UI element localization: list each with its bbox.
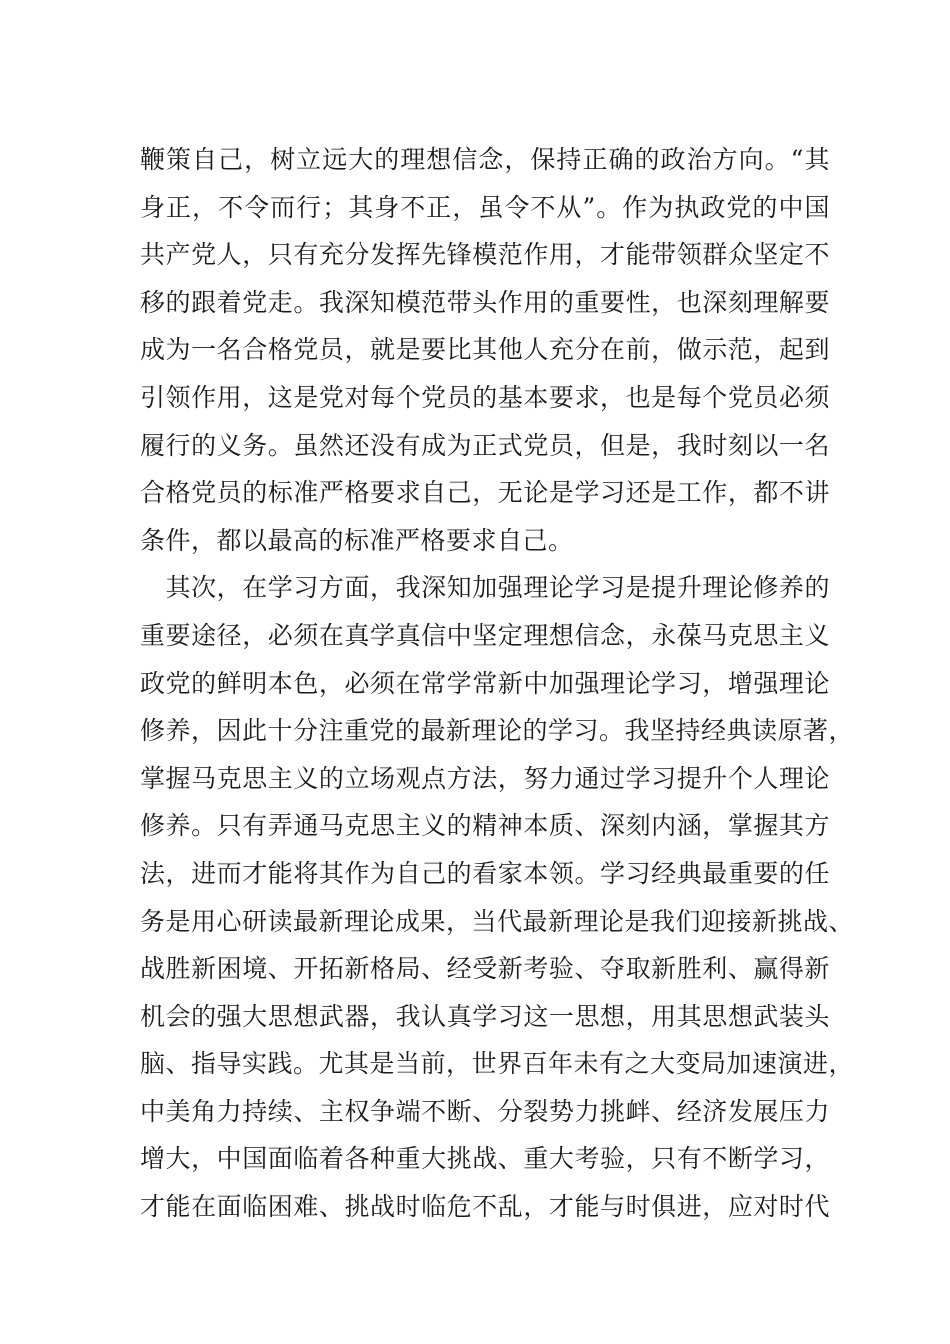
text-line: 成为一名合格党员，就是要比其他人充分在前，做示范，起到 bbox=[140, 335, 830, 365]
text-line: 重要途径，必须在真学真信中坚定理想信念，永葆马克思主义 bbox=[140, 620, 830, 650]
text-line: 务是用心研读最新理论成果，当代最新理论是我们迎接新挑战、 bbox=[140, 906, 855, 936]
text-line: 鞭策自己，树立远大的理想信念，保持正确的政治方向。“其 bbox=[140, 145, 830, 174]
text-line: 战胜新困境、开拓新格局、经受新考验、夺取新胜利、赢得新 bbox=[140, 954, 830, 984]
text-line: 政党的鲜明本色，必须在常学常新中加强理论学习，增强理论 bbox=[140, 668, 830, 698]
text-line: 脑、指导实践。尤其是当前，世界百年未有之大变局加速演进， bbox=[140, 1049, 855, 1079]
text-line: 中美角力持续、主权争端不断、分裂势力挑衅、经济发展压力 bbox=[140, 1096, 830, 1126]
text-line: 移的跟着党走。我深知模范带头作用的重要性，也深刻理解要 bbox=[140, 287, 830, 317]
text-line: 掌握马克思主义的立场观点方法，努力通过学习提升个人理论 bbox=[140, 763, 830, 793]
body-text bbox=[140, 136, 855, 1231]
text-line: 修养，因此十分注重党的最新理论的学习。我坚持经典读原著， bbox=[140, 716, 855, 746]
text-line: 才能在面临困难、挑战时临危不乱，才能与时俱进，应对时代 bbox=[140, 1192, 830, 1222]
text-line: 条件，都以最高的标准严格要求自己。 bbox=[140, 525, 574, 555]
text-line: 共产党人，只有充分发挥先锋模范作用，才能带领群众坚定不 bbox=[140, 240, 830, 270]
text-line: 修养。只有弄通马克思主义的精神本质、深刻内涵，掌握其方 bbox=[140, 811, 830, 841]
text-line: 履行的义务。虽然还没有成为正式党员，但是，我时刻以一名 bbox=[140, 430, 830, 460]
text-line: 法，进而才能将其作为自己的看家本领。学习经典最重要的任 bbox=[140, 858, 830, 888]
text-line: 其次，在学习方面，我深知加强理论学习是提升理论修养的 bbox=[140, 573, 830, 603]
text-line: 引领作用，这是党对每个党员的基本要求，也是每个党员必须 bbox=[140, 382, 830, 412]
text-line: 机会的强大思想武器，我认真学习这一思想，用其思想武装头 bbox=[140, 1001, 830, 1031]
text-line: 身正，不令而行；其身不正，虽令不从”。作为执政党的中国 bbox=[140, 192, 830, 222]
text-line: 增大，中国面临着各种重大挑战、重大考验，只有不断学习， bbox=[140, 1144, 830, 1174]
text-line: 合格党员的标准严格要求自己，无论是学习还是工作，都不讲 bbox=[140, 478, 830, 508]
